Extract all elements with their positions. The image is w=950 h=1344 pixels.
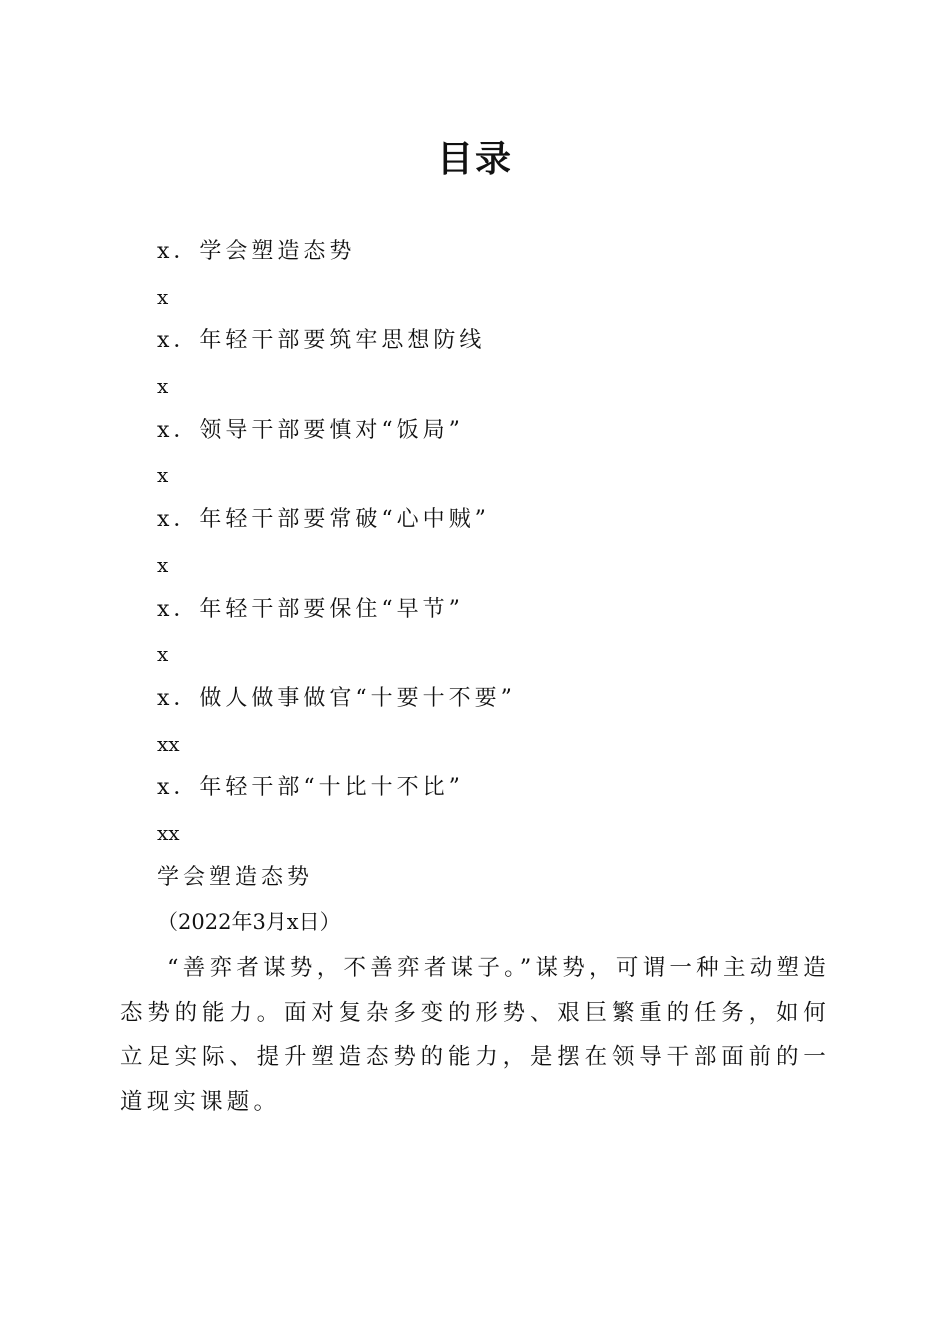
toc-entry-title: x．年轻干部要筑牢思想防线 [157,328,486,354]
toc-entry-page: x [157,552,169,577]
article-date: （2022年3月x日） [157,910,341,934]
toc-entry-page: x [157,284,169,309]
toc-heading: 目录 [436,138,513,180]
toc-entry-page: xx [157,731,180,756]
table-of-contents [157,230,837,856]
toc-entry-title: x．年轻干部要保住“早节” [157,596,464,622]
toc-entry-title: x．年轻干部“十比十不比” [157,775,464,801]
article-title: 学会塑造态势 [157,865,314,890]
toc-entry-page: xx [157,820,180,845]
toc-entry-page: x [157,642,169,667]
toc-entry-page: x [157,463,169,488]
body-paragraph: “善弈者谋势，不善弈者谋子。”谋势，可谓一种主动塑造态势的能力。面对复杂多变的形势、艰巨繁重的任务，如何立足实际、提升塑造态势的能力，是摆在领导干部面前的一道现实课题。 [120,955,830,1115]
toc-entry-page: x [157,374,169,399]
toc-entry-title: x．年轻干部要常破“心中贼” [157,507,490,533]
toc-entry-title: x．做人做事做官“十要十不要” [157,685,516,711]
toc-entry-title: x．学会塑造态势 [157,239,356,264]
toc-entry-title: x．领导干部要慎对“饭局” [157,417,464,443]
